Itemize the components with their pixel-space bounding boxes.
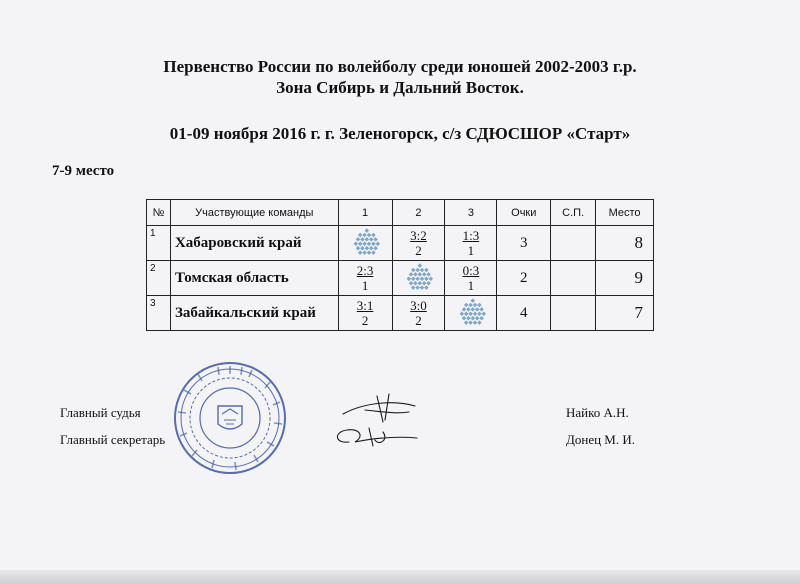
col-header-sp: С.П. (551, 200, 596, 226)
score-cell: 0:3 1 (445, 261, 497, 296)
row-number: 3 (147, 296, 171, 331)
diagonal-ball-icon (445, 296, 497, 331)
sp-cell (551, 296, 596, 331)
place-cell: 8 (596, 226, 654, 261)
row-number: 2 (147, 261, 171, 296)
results-table (146, 199, 654, 331)
points-cell: 2 (497, 261, 551, 296)
sp-cell (551, 261, 596, 296)
col-header-teams: Участвующие команды (170, 200, 338, 226)
table-header-row (147, 200, 654, 226)
diagonal-ball-icon (392, 261, 445, 296)
title-line-3: 01-09 ноября 2016 г. г. Зеленогорск, с/з СДЮСШОР «Старт» (169, 124, 631, 143)
row-number: 1 (147, 226, 171, 261)
table-row (147, 296, 654, 331)
team-name: Хабаровский край (170, 226, 338, 261)
place-cell: 9 (596, 261, 654, 296)
score-cell: 3:0 2 (392, 296, 445, 331)
title-line-1: Первенство России по волейболу среди юношей 2002-2003 г.р. (163, 57, 637, 76)
title-line-2: Зона Сибирь и Дальний Восток. (276, 78, 524, 97)
round-seal-stamp-icon (172, 360, 288, 476)
team-name: Забайкальский край (170, 296, 338, 331)
place-label: 7-9 место (52, 163, 115, 179)
place-cell: 7 (596, 296, 654, 331)
points-cell: 4 (497, 296, 551, 331)
judge-name: Найко А.Н. (566, 405, 629, 420)
table-row (147, 261, 654, 296)
team-name: Томская область (170, 261, 338, 296)
col-header-points: Очки (497, 200, 551, 226)
page-bottom-edge (0, 570, 800, 584)
sp-cell (551, 226, 596, 261)
judge-label: Главный судья (60, 405, 141, 420)
secretary-name: Донец М. И. (566, 432, 635, 447)
score-cell: 2:3 1 (338, 261, 392, 296)
diagonal-ball-icon (338, 226, 392, 261)
secretary-label: Главный секретарь (60, 432, 166, 447)
score-cell: 3:1 2 (338, 296, 392, 331)
score-cell: 1:3 1 (445, 226, 497, 261)
points-cell: 3 (497, 226, 551, 261)
col-header-place: Место (596, 200, 654, 226)
table-row (147, 226, 654, 261)
col-header-num: № (147, 200, 171, 226)
col-header-3: 3 (445, 200, 497, 226)
col-header-1: 1 (338, 200, 392, 226)
score-cell: 3:2 2 (392, 226, 445, 261)
col-header-2: 2 (392, 200, 445, 226)
signature-icon (325, 392, 425, 452)
